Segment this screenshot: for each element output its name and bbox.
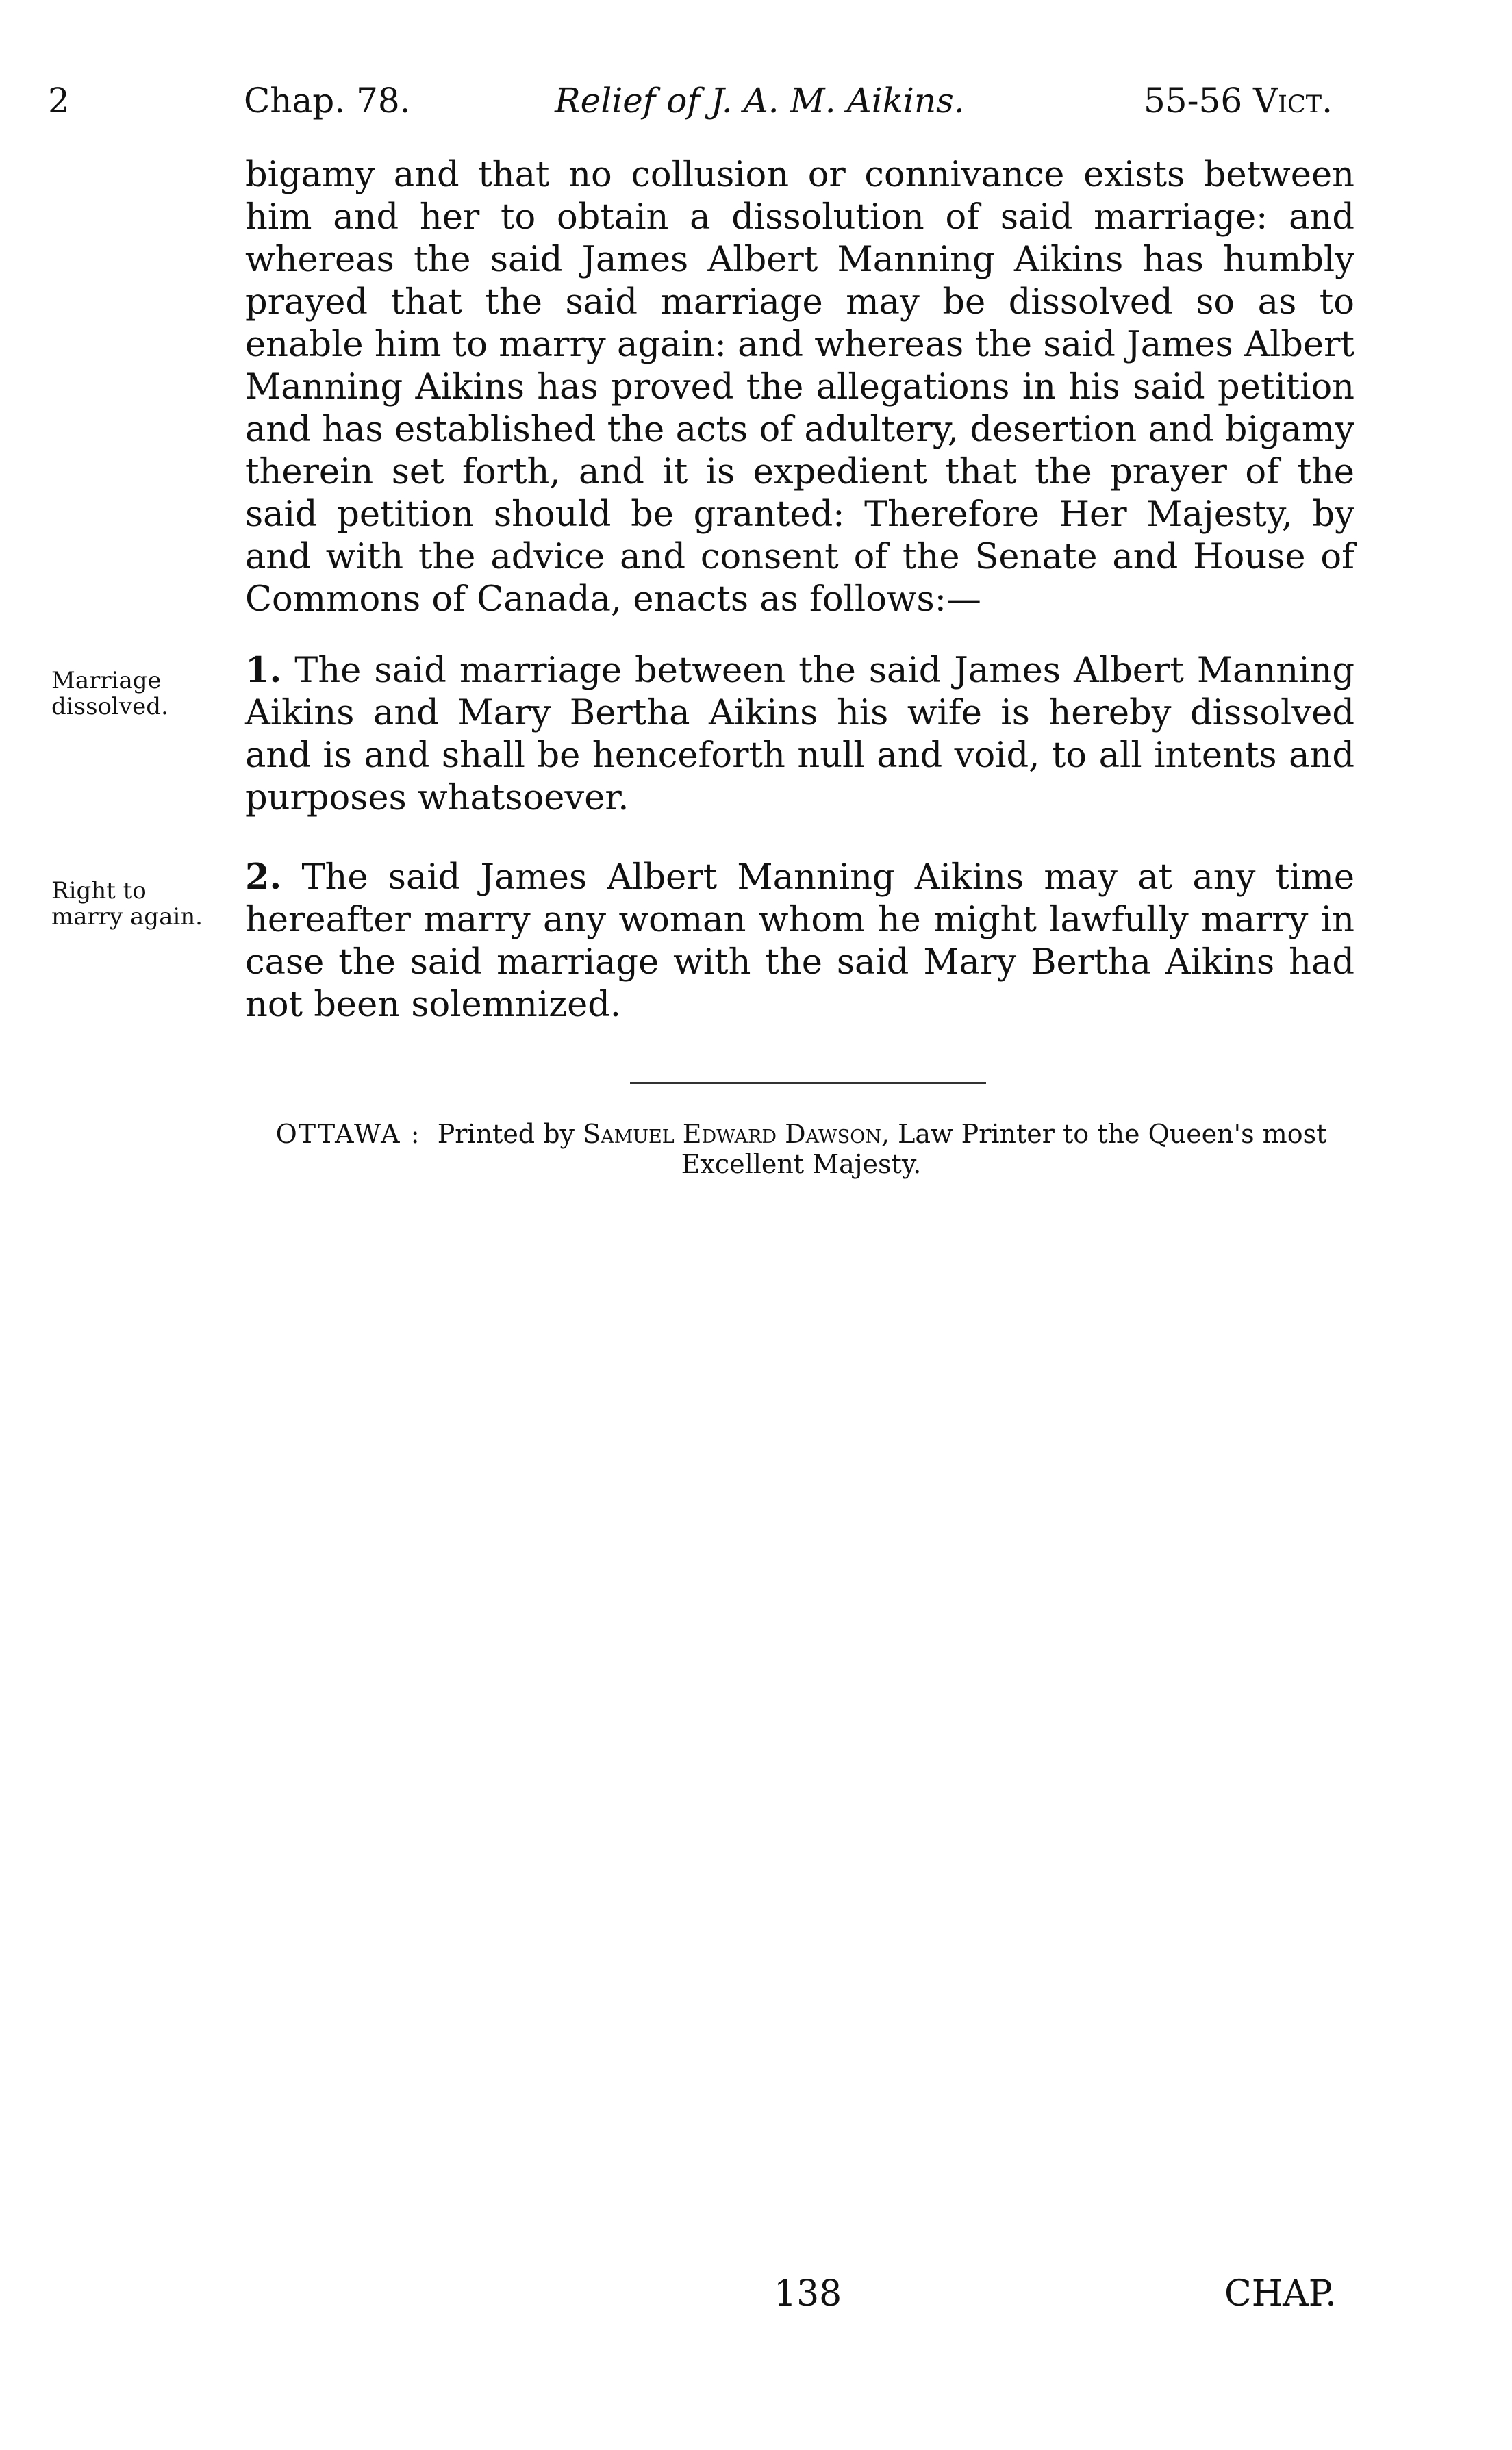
folio-number: 138 [774,2273,842,2314]
imprint-printed-by: Printed by [437,1119,575,1149]
section-1 [245,649,1354,820]
imprint-place: OTTAWA : [275,1119,421,1149]
printer-imprint [247,1119,1356,1179]
preamble-paragraph: bigamy and that no collusion or connivance exists between him and her to obtain a dissolution of said marriage: and whereas the said James Albert Manning Aikins has humbly prayed that the said marriage may be dissolved so as to enable him to marry again: and whereas the said James Albert Manning Aikins has proved the allegations in his said petition and has established the acts of adultery, desertion and bigamy therein set forth, and it is expedient that the prayer of the said petition should be granted: Therefore Her Majesty, by and with the advice and consent of the Senate and House of Commons of Canada, enacts as follows:— [245,155,1354,620]
divider-rule [630,1082,986,1084]
page-number: 2 [48,81,70,121]
section-2 [245,856,1354,1026]
section-2-number: 2. [245,857,282,898]
imprint-rest: Law Printer to the Queen's most Excellent Majesty. [681,1119,1327,1179]
chapter-label: Chap. 78. [244,81,411,121]
regnal-year: 55-56 Vict. [1144,81,1333,121]
margin-note-right-to-marry: Right to marry again. [51,877,203,931]
margin-note-marriage-dissolved: Marriage dissolved. [51,667,168,720]
section-1-number: 1. [245,650,282,691]
catchword: CHAP. [1224,2273,1337,2314]
running-title: Relief of J. A. M. Aikins. [555,81,965,121]
section-2-text: The said James Albert Manning Aikins may at any time hereafter marry any woman whom he might lawfully marry in case the said marriage with the said Mary Bertha Aikins had not been solemnized. [245,857,1355,1025]
section-1-text: The said marriage between the said James Albert Manning Aikins and Mary Bertha Aikins his wife is hereby dissolved and is and shall be henceforth null and void, to all intents and purposes whatsoever. [245,651,1354,818]
imprint-printer-name: Samuel Edward Dawson, [583,1119,890,1149]
